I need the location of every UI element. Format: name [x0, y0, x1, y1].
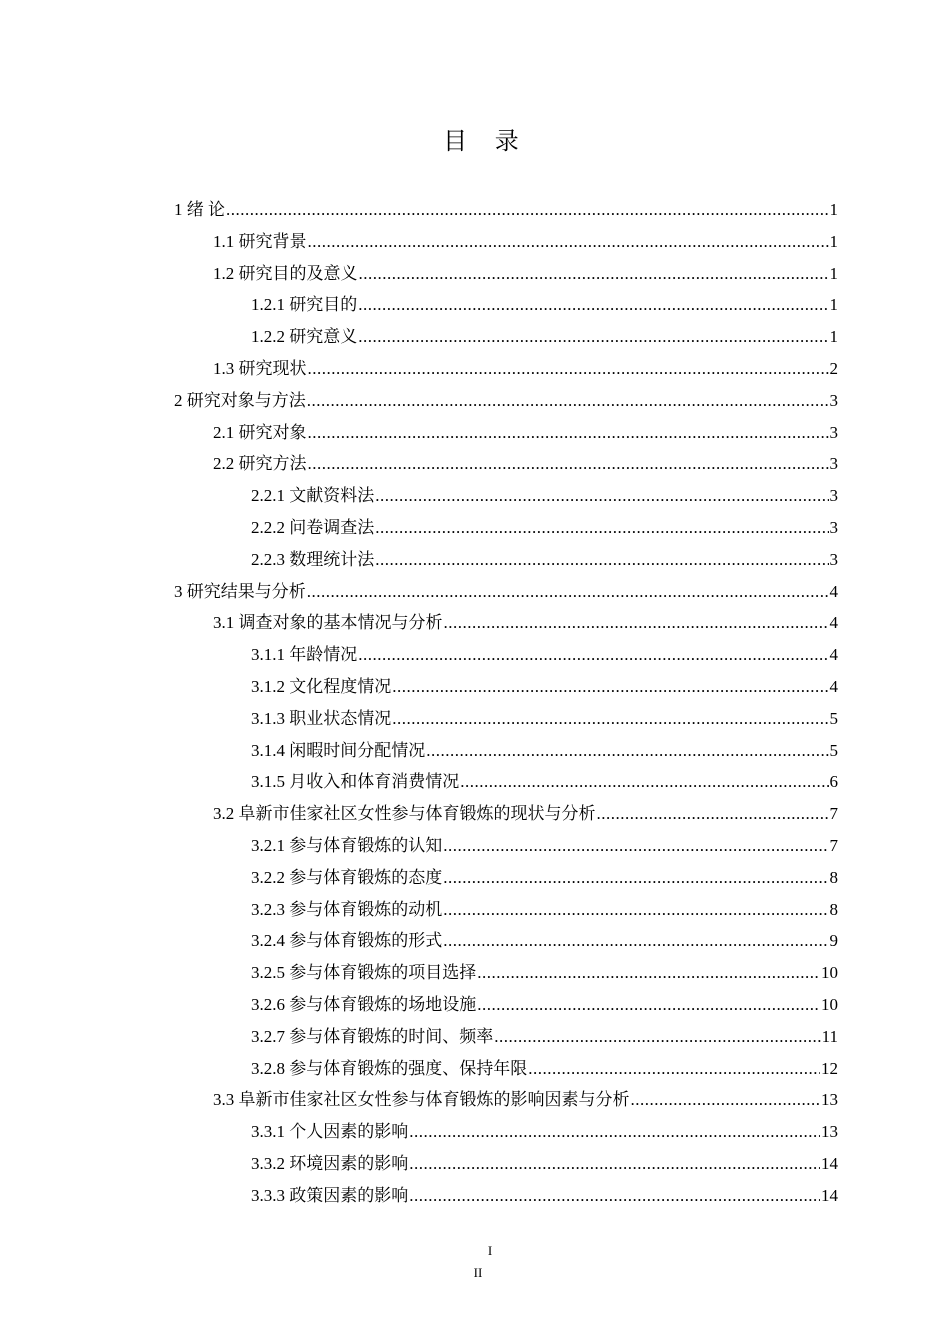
toc-dot-leader	[528, 1053, 820, 1085]
toc-entry-label: 1.2.1 研究目的	[251, 295, 358, 315]
toc-entry-page: 1	[829, 231, 838, 251]
toc-entry-page: 11	[821, 1026, 838, 1046]
toc-entry[interactable]	[174, 194, 838, 226]
toc-entry-page: 2	[829, 358, 838, 378]
toc-entry-label: 1.2 研究目的及意义	[213, 263, 358, 283]
toc-entry[interactable]	[174, 448, 838, 480]
toc-entry[interactable]	[174, 766, 838, 798]
toc-dot-leader	[443, 862, 828, 894]
toc-dot-leader	[443, 925, 828, 957]
toc-entry-label: 3.2.3 参与体育锻炼的动机	[251, 899, 443, 919]
toc-entry[interactable]	[174, 925, 838, 957]
toc-entry-label: 3.1.4 闲暇时间分配情况	[251, 740, 426, 760]
toc-dot-leader	[444, 607, 829, 639]
toc-entry-label: 2.1 研究对象	[213, 422, 307, 442]
toc-entry[interactable]	[174, 735, 838, 767]
toc-entry-page: 9	[829, 931, 838, 951]
toc-entry-label: 2.2.3 数理统计法	[251, 549, 375, 569]
toc-entry-page: 8	[829, 867, 838, 887]
toc-dot-leader	[477, 989, 820, 1021]
toc-entry[interactable]	[174, 1053, 838, 1085]
toc-entry[interactable]	[174, 1148, 838, 1180]
toc-entry-label: 3 研究结果与分析	[174, 581, 306, 601]
toc-entry[interactable]	[174, 512, 838, 544]
toc-entry-label: 3.1 调查对象的基本情况与分析	[213, 613, 443, 633]
toc-entry[interactable]	[174, 258, 838, 290]
toc-entry[interactable]	[174, 1116, 838, 1148]
toc-entry[interactable]	[174, 417, 838, 449]
toc-entry-label: 1.3 研究现状	[213, 358, 307, 378]
toc-entry[interactable]	[174, 798, 838, 830]
toc-entry-label: 3.2.8 参与体育锻炼的强度、保持年限	[251, 1058, 528, 1078]
toc-entry-label: 1.2.2 研究意义	[251, 327, 358, 347]
toc-entry-label: 2.2.2 问卷调查法	[251, 517, 375, 537]
toc-entry[interactable]	[174, 321, 838, 353]
toc-entry-page: 4	[829, 613, 838, 633]
toc-entry-page: 14	[821, 1153, 838, 1173]
toc-entry[interactable]	[174, 671, 838, 703]
toc-dot-leader	[409, 1116, 820, 1148]
table-of-contents	[174, 194, 838, 1212]
toc-entry[interactable]	[174, 989, 838, 1021]
toc-dot-leader	[308, 353, 829, 385]
toc-dot-leader	[631, 1084, 821, 1116]
toc-entry[interactable]	[174, 353, 838, 385]
toc-dot-leader	[392, 671, 828, 703]
toc-entry-label: 3.3.1 个人因素的影响	[251, 1122, 409, 1142]
footer-section-number: II	[473, 1265, 483, 1280]
toc-dot-leader	[409, 1180, 820, 1212]
footer-page-number: I	[487, 1243, 493, 1258]
toc-dot-leader	[597, 798, 829, 830]
toc-dot-leader	[409, 1148, 820, 1180]
toc-dot-leader	[375, 512, 828, 544]
toc-entry-page: 1	[829, 263, 838, 283]
toc-entry-page: 1	[829, 200, 838, 219]
toc-entry[interactable]	[174, 862, 838, 894]
toc-entry-label: 3.1.2 文化程度情况	[251, 676, 392, 696]
toc-entry-page: 3	[829, 422, 838, 442]
toc-entry-label: 3.3 阜新市佳家社区女性参与体育锻炼的影响因素与分析	[213, 1090, 630, 1110]
toc-dot-leader	[375, 480, 828, 512]
toc-entry-page: 3	[829, 549, 838, 569]
toc-entry[interactable]	[174, 226, 838, 258]
toc-entry-label: 3.2 阜新市佳家社区女性参与体育锻炼的现状与分析	[213, 804, 596, 824]
toc-dot-leader	[307, 385, 829, 417]
toc-entry-page: 6	[829, 772, 838, 792]
toc-entry-label: 2.2 研究方法	[213, 454, 307, 474]
toc-dot-leader	[308, 226, 829, 258]
toc-entry[interactable]	[174, 1084, 838, 1116]
toc-entry-label: 3.1.1 年龄情况	[251, 645, 358, 665]
toc-entry-label: 2.2.1 文献资料法	[251, 486, 375, 506]
toc-dot-leader	[358, 289, 828, 321]
toc-dot-leader	[358, 321, 828, 353]
toc-entry[interactable]	[174, 385, 838, 417]
toc-dot-leader	[443, 894, 828, 926]
toc-entry-page: 3	[829, 486, 838, 506]
toc-entry-page: 14	[821, 1185, 838, 1205]
toc-entry[interactable]	[174, 957, 838, 989]
toc-entry-label: 3.2.7 参与体育锻炼的时间、频率	[251, 1026, 494, 1046]
toc-dot-leader	[308, 417, 829, 449]
toc-dot-leader	[375, 544, 828, 576]
toc-entry-label: 3.2.6 参与体育锻炼的场地设施	[251, 994, 477, 1014]
toc-entry-label: 3.2.4 参与体育锻炼的形式	[251, 931, 443, 951]
toc-dot-leader	[226, 194, 829, 226]
toc-entry-page: 10	[821, 963, 838, 983]
toc-dot-leader	[477, 957, 820, 989]
toc-entry-page: 10	[821, 994, 838, 1014]
toc-entry-page: 4	[829, 645, 838, 665]
toc-entry-page: 7	[829, 835, 838, 855]
toc-entry-page: 5	[829, 740, 838, 760]
toc-entry[interactable]	[174, 289, 838, 321]
toc-entry-label: 3.2.5 参与体育锻炼的项目选择	[251, 963, 477, 983]
toc-entry[interactable]	[174, 830, 838, 862]
toc-dot-leader	[359, 258, 829, 290]
toc-entry-page: 13	[821, 1122, 838, 1142]
toc-dot-leader	[494, 1021, 820, 1053]
toc-entry-page: 3	[829, 517, 838, 537]
toc-dot-leader	[358, 639, 828, 671]
toc-entry[interactable]	[174, 576, 838, 608]
toc-entry-page: 4	[829, 581, 838, 601]
toc-dot-leader	[307, 576, 829, 608]
toc-dot-leader	[392, 703, 828, 735]
toc-entry-label: 3.3.2 环境因素的影响	[251, 1153, 409, 1173]
toc-entry[interactable]	[174, 1021, 838, 1053]
toc-entry[interactable]	[174, 544, 838, 576]
toc-entry-page: 4	[829, 676, 838, 696]
toc-entry-page: 1	[829, 327, 838, 347]
toc-entry-label: 3.2.2 参与体育锻炼的态度	[251, 867, 443, 887]
toc-entry-page: 7	[829, 804, 838, 824]
toc-entry-page: 5	[829, 708, 838, 728]
toc-entry-label: 3.2.1 参与体育锻炼的认知	[251, 835, 443, 855]
toc-dot-leader	[426, 735, 828, 767]
toc-dot-leader	[308, 448, 829, 480]
toc-entry-label: 1 绪 论	[174, 200, 225, 219]
toc-entry-label: 2 研究对象与方法	[174, 390, 306, 410]
toc-entry-label: 3.1.5 月收入和体育消费情况	[251, 772, 460, 792]
toc-entry-page: 8	[829, 899, 838, 919]
toc-entry[interactable]	[174, 894, 838, 926]
toc-entry-page: 12	[821, 1058, 838, 1078]
toc-entry-label: 1.1 研究背景	[213, 231, 307, 251]
toc-entry[interactable]	[174, 480, 838, 512]
toc-entry[interactable]	[174, 1180, 838, 1212]
toc-entry-page: 3	[829, 390, 838, 410]
toc-entry[interactable]	[174, 639, 838, 671]
toc-entry[interactable]	[174, 607, 838, 639]
page-title: 目 录	[443, 127, 529, 155]
toc-entry-label: 3.3.3 政策因素的影响	[251, 1185, 409, 1205]
toc-entry-label: 3.1.3 职业状态情况	[251, 708, 392, 728]
toc-entry-page: 1	[829, 295, 838, 315]
toc-entry-page: 13	[821, 1090, 838, 1110]
toc-entry[interactable]	[174, 703, 838, 735]
toc-entry-page: 3	[829, 454, 838, 474]
toc-dot-leader	[460, 766, 828, 798]
toc-dot-leader	[443, 830, 828, 862]
